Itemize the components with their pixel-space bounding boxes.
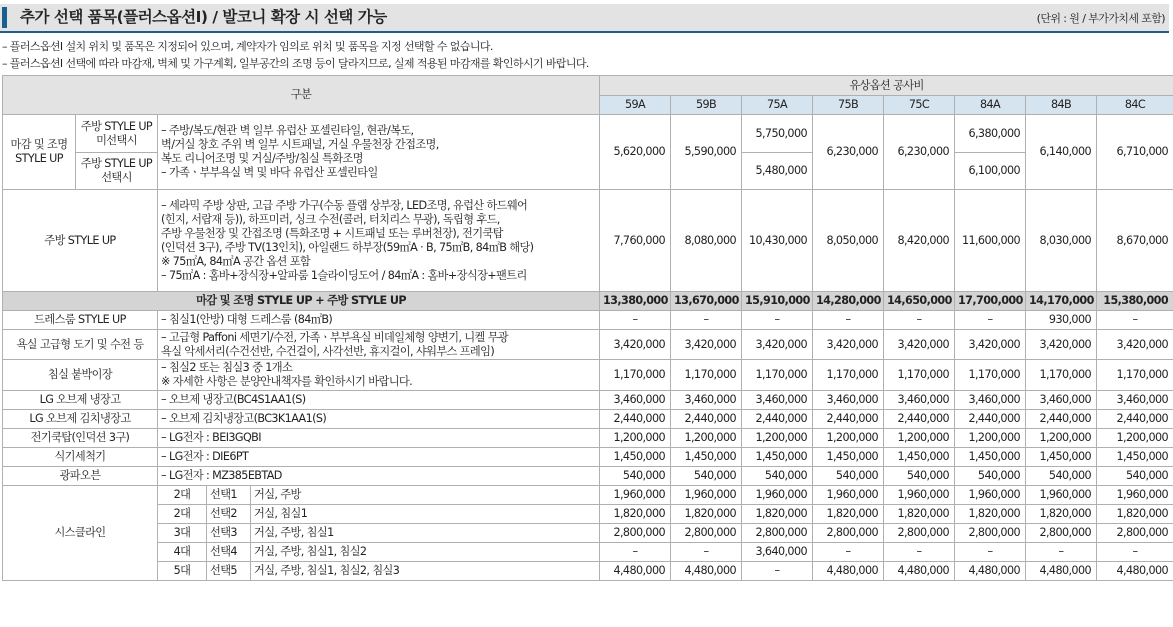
row-label: 마감 및 조명 STYLE UP xyxy=(3,115,76,190)
price-cell: 2,800,000 xyxy=(600,524,671,543)
price-cell: 17,700,000 xyxy=(955,292,1026,311)
price-cell: 2,440,000 xyxy=(1097,410,1173,429)
price-cell: 1,170,000 xyxy=(742,360,813,391)
price-cell: 8,050,000 xyxy=(813,190,884,292)
table-row xyxy=(3,330,1173,360)
price-cell: 1,200,000 xyxy=(955,429,1026,448)
table-row xyxy=(3,448,1173,467)
price-cell: 4,480,000 xyxy=(600,562,671,581)
price-cell: 1,200,000 xyxy=(742,429,813,448)
price-cell: 1,820,000 xyxy=(1097,505,1173,524)
options-price-table xyxy=(2,75,1173,581)
price-cell: 1,170,000 xyxy=(955,360,1026,391)
price-cell: – xyxy=(1026,543,1097,562)
price-cell: 3,460,000 xyxy=(1097,391,1173,410)
row-label: 광파오븐 xyxy=(3,467,158,486)
sysclein-qty: 2대 xyxy=(158,505,207,524)
price-cell: 2,440,000 xyxy=(884,410,955,429)
table-body xyxy=(3,76,1173,581)
price-cell: – xyxy=(671,543,742,562)
price-cell: 1,820,000 xyxy=(671,505,742,524)
header-type: 75C xyxy=(884,96,955,115)
row-label: 시스클라인 xyxy=(3,486,158,581)
price-cell: 3,460,000 xyxy=(1026,391,1097,410)
price-cell: – xyxy=(955,543,1026,562)
price-cell: 1,450,000 xyxy=(813,448,884,467)
price-cell: 1,820,000 xyxy=(600,505,671,524)
price-cell: – xyxy=(813,311,884,330)
price-cell: 1,450,000 xyxy=(884,448,955,467)
header-type: 75B xyxy=(813,96,884,115)
price-cell: – xyxy=(813,543,884,562)
price-cell: 2,440,000 xyxy=(600,410,671,429)
row-label: LG 오브제 김치냉장고 xyxy=(3,410,158,429)
price-cell: 1,170,000 xyxy=(1097,360,1173,391)
table-row xyxy=(3,360,1173,391)
price-cell: 1,450,000 xyxy=(742,448,813,467)
price-cell: 540,000 xyxy=(742,467,813,486)
price-cell: 4,480,000 xyxy=(671,562,742,581)
row-desc: – 오브제 냉장고(BC4S1AA1(S) xyxy=(158,391,600,410)
table-row xyxy=(3,410,1173,429)
table-row xyxy=(3,115,1173,153)
price-cell: 1,960,000 xyxy=(742,486,813,505)
table-row xyxy=(3,562,1173,581)
price-cell: 2,800,000 xyxy=(1026,524,1097,543)
sysclein-rooms: 거실, 주방, 침실1, 침실2 xyxy=(251,543,600,562)
price-cell: 2,800,000 xyxy=(884,524,955,543)
price-cell: 8,080,000 xyxy=(671,190,742,292)
row-desc: – 오브제 김치냉장고(BC3K1AA1(S) xyxy=(158,410,600,429)
price-cell: 1,200,000 xyxy=(1026,429,1097,448)
row-label: 욕실 고급형 도기 및 수전 등 xyxy=(3,330,158,360)
price-cell: 3,460,000 xyxy=(742,391,813,410)
header-category: 구분 xyxy=(3,76,600,115)
price-cell: 1,820,000 xyxy=(813,505,884,524)
table-row xyxy=(3,486,1173,505)
header-type: 75A xyxy=(742,96,813,115)
row-desc: – LG전자 : BEI3GQBI xyxy=(158,429,600,448)
price-cell: 1,170,000 xyxy=(813,360,884,391)
price-cell: – xyxy=(1097,543,1173,562)
title-accent-bar xyxy=(2,7,7,28)
price-cell: 3,420,000 xyxy=(671,330,742,360)
price-cell: 1,200,000 xyxy=(600,429,671,448)
price-cell: 14,650,000 xyxy=(884,292,955,311)
price-cell: 3,460,000 xyxy=(671,391,742,410)
price-cell: 5,750,000 xyxy=(742,115,813,153)
price-cell: 2,800,000 xyxy=(671,524,742,543)
price-cell: 1,960,000 xyxy=(600,486,671,505)
note-2: – 플러스옵션Ⅰ 선택에 따라 마감재, 벽체 및 가구계획, 일부공간의 조명 등이 달라지므로, 실제 적용된 마감재를 확인하시기 바랍니다. xyxy=(2,57,589,70)
price-cell: 540,000 xyxy=(671,467,742,486)
row-label: 드레스룸 STYLE UP xyxy=(3,311,158,330)
price-cell: 2,800,000 xyxy=(1097,524,1173,543)
price-cell: 1,820,000 xyxy=(884,505,955,524)
price-cell: 540,000 xyxy=(955,467,1026,486)
header-option-cost: 유상옵션 공사비 xyxy=(600,76,1173,96)
price-cell: 4,480,000 xyxy=(955,562,1026,581)
price-cell: 3,640,000 xyxy=(742,543,813,562)
price-cell: 10,430,000 xyxy=(742,190,813,292)
price-cell: 3,460,000 xyxy=(813,391,884,410)
price-cell: 1,170,000 xyxy=(600,360,671,391)
header-type: 59B xyxy=(671,96,742,115)
row-label: LG 오브제 냉장고 xyxy=(3,391,158,410)
price-cell: 4,480,000 xyxy=(1026,562,1097,581)
price-cell: 1,820,000 xyxy=(742,505,813,524)
price-cell: 1,170,000 xyxy=(671,360,742,391)
row-desc: – 세라믹 주방 상판, 고급 주방 가구(수동 플랩 상부장, LED조명, 유럽산 하드웨어 (힌지, 서랍재 등)), 하프미러, 싱크 수전(콜러, 터치리스 무광), 독립형 후드, 주방 우물천장 및 간접조명 (특화조명 + 시트패널 또는 루버천장), 전기쿡탑 (인덕션 3구), 주방 TV(13인치), 아일랜드 하부장(59㎡A · B, 75㎡B, 84㎡B 해당) ※ 75㎡A, 84㎡A 공간 옵션 포함 – 75㎡A : 홈바+장식장+알파룸 1슬라이딩도어 / 84㎡A : 홈바+장식장+팬트리 xyxy=(158,190,600,292)
table-row xyxy=(3,391,1173,410)
price-cell: 2,440,000 xyxy=(1026,410,1097,429)
price-cell: 1,450,000 xyxy=(955,448,1026,467)
row-label: 전기쿡탑(인덕션 3구) xyxy=(3,429,158,448)
price-cell: 2,440,000 xyxy=(742,410,813,429)
price-cell: 1,170,000 xyxy=(1026,360,1097,391)
price-cell: 3,420,000 xyxy=(955,330,1026,360)
row-desc: – LG전자 : DIE6PT xyxy=(158,448,600,467)
price-cell: 15,380,000 xyxy=(1097,292,1173,311)
price-cell: 930,000 xyxy=(1026,311,1097,330)
header-type: 84C xyxy=(1097,96,1173,115)
price-cell: 8,670,000 xyxy=(1097,190,1173,292)
sysclein-rooms: 거실, 주방, 침실1, 침실2, 침실3 xyxy=(251,562,600,581)
price-cell: 13,380,000 xyxy=(600,292,671,311)
price-cell: 5,590,000 xyxy=(671,115,742,190)
price-cell: – xyxy=(742,311,813,330)
price-cell: 1,960,000 xyxy=(671,486,742,505)
price-cell: 3,420,000 xyxy=(813,330,884,360)
price-cell: 1,200,000 xyxy=(813,429,884,448)
price-cell: 4,480,000 xyxy=(1097,562,1173,581)
price-cell: – xyxy=(955,311,1026,330)
table-row xyxy=(3,429,1173,448)
subtotal-row xyxy=(3,292,1173,311)
price-cell: 540,000 xyxy=(813,467,884,486)
desc-text: – 가족ㆍ부부욕실 벽 및 바닥 유럽산 포셀린타일 xyxy=(161,166,378,179)
price-cell: 14,170,000 xyxy=(1026,292,1097,311)
price-cell: 1,960,000 xyxy=(813,486,884,505)
price-cell: 2,440,000 xyxy=(671,410,742,429)
price-cell: 13,670,000 xyxy=(671,292,742,311)
price-cell: – xyxy=(884,543,955,562)
price-cell: 1,960,000 xyxy=(955,486,1026,505)
header-type: 59A xyxy=(600,96,671,115)
price-cell: 3,460,000 xyxy=(884,391,955,410)
header-type: 84A xyxy=(955,96,1026,115)
price-cell: 4,480,000 xyxy=(813,562,884,581)
price-cell: 1,450,000 xyxy=(671,448,742,467)
price-cell: 3,460,000 xyxy=(955,391,1026,410)
price-cell: 2,800,000 xyxy=(955,524,1026,543)
row-desc: – 침실2 또는 침실3 중 1개소 ※ 자세한 사항은 분양안내책자를 확인하시기 바랍니다. xyxy=(158,360,600,391)
sysclein-qty: 3대 xyxy=(158,524,207,543)
price-cell: 2,440,000 xyxy=(955,410,1026,429)
price-cell: 8,420,000 xyxy=(884,190,955,292)
price-cell: 4,480,000 xyxy=(884,562,955,581)
sysclein-rooms: 거실, 주방 xyxy=(251,486,600,505)
price-cell: 1,200,000 xyxy=(671,429,742,448)
price-cell: 1,450,000 xyxy=(1026,448,1097,467)
price-cell: 1,450,000 xyxy=(1097,448,1173,467)
price-cell: 3,420,000 xyxy=(600,330,671,360)
note-1: – 플러스옵션Ⅰ 설치 위치 및 품목은 지정되어 있으며, 계약자가 임의로 위치 및 품목을 지정 선택할 수 없습니다. xyxy=(2,40,493,53)
price-cell: 6,710,000 xyxy=(1097,115,1173,190)
row-label: 주방 STYLE UP xyxy=(3,190,158,292)
page-title: 추가 선택 품목(플러스옵션Ⅰ) / 발코니 확장 시 선택 가능 xyxy=(20,8,387,26)
price-cell: 1,450,000 xyxy=(600,448,671,467)
row-label: 식기세척기 xyxy=(3,448,158,467)
price-cell: – xyxy=(600,543,671,562)
sysclein-option: 선택5 xyxy=(207,562,251,581)
price-cell: 1,200,000 xyxy=(884,429,955,448)
price-cell: 3,420,000 xyxy=(742,330,813,360)
price-cell: – xyxy=(671,311,742,330)
sysclein-rooms: 거실, 침실1 xyxy=(251,505,600,524)
price-cell: 1,960,000 xyxy=(1026,486,1097,505)
price-cell: 540,000 xyxy=(884,467,955,486)
sysclein-qty: 5대 xyxy=(158,562,207,581)
price-cell: 3,420,000 xyxy=(884,330,955,360)
price-cell: – xyxy=(1097,311,1173,330)
price-cell: 1,200,000 xyxy=(1097,429,1173,448)
price-cell: 1,170,000 xyxy=(884,360,955,391)
price-cell: 7,760,000 xyxy=(600,190,671,292)
price-cell: 3,420,000 xyxy=(1097,330,1173,360)
price-cell: 2,800,000 xyxy=(742,524,813,543)
sysclein-qty: 4대 xyxy=(158,543,207,562)
price-cell: 1,960,000 xyxy=(1097,486,1173,505)
price-cell: 6,230,000 xyxy=(813,115,884,190)
table-row xyxy=(3,524,1173,543)
price-cell: 1,960,000 xyxy=(884,486,955,505)
row-desc: – LG전자 : MZ385EBTAD xyxy=(158,467,600,486)
price-cell: 5,480,000 xyxy=(742,153,813,190)
row-desc: – 침실1(안방) 대형 드레스룸 (84㎡B) xyxy=(158,311,600,330)
price-cell: 540,000 xyxy=(1026,467,1097,486)
header-type: 84B xyxy=(1026,96,1097,115)
price-cell: 3,420,000 xyxy=(1026,330,1097,360)
sysclein-option: 선택1 xyxy=(207,486,251,505)
title-bar xyxy=(0,4,1169,33)
price-cell: 1,820,000 xyxy=(1026,505,1097,524)
sysclein-option: 선택3 xyxy=(207,524,251,543)
price-cell: 2,440,000 xyxy=(813,410,884,429)
price-cell: 14,280,000 xyxy=(813,292,884,311)
price-cell: 5,620,000 xyxy=(600,115,671,190)
table-row xyxy=(3,505,1173,524)
sysclein-option: 선택4 xyxy=(207,543,251,562)
price-cell: 6,100,000 xyxy=(955,153,1026,190)
sysclein-qty: 2대 xyxy=(158,486,207,505)
price-cell: 540,000 xyxy=(600,467,671,486)
price-cell: 8,030,000 xyxy=(1026,190,1097,292)
price-cell: – xyxy=(742,562,813,581)
price-cell: 6,380,000 xyxy=(955,115,1026,153)
table-row xyxy=(3,543,1173,562)
table-row xyxy=(3,190,1173,292)
table-row xyxy=(3,467,1173,486)
row-sublabel: 주방 STYLE UP 미선택시 xyxy=(76,115,158,153)
unit-note: (단위 : 원 / 부가가치세 포함) xyxy=(1036,12,1165,25)
row-desc: – 고급형 Paffoni 세면기/수전, 가족ㆍ부부욕실 비데일체형 양변기, 니켈 무광 욕실 악세서리(수건선반, 수건걸이, 사각선반, 휴지걸이, 샤워부스 프레임) xyxy=(158,330,600,360)
price-cell: – xyxy=(884,311,955,330)
price-cell: 1,820,000 xyxy=(955,505,1026,524)
row-label: 침실 붙박이장 xyxy=(3,360,158,391)
price-cell: – xyxy=(600,311,671,330)
price-cell: 15,910,000 xyxy=(742,292,813,311)
price-cell: 6,230,000 xyxy=(884,115,955,190)
subtotal-label: 마감 및 조명 STYLE UP + 주방 STYLE UP xyxy=(3,292,600,311)
sysclein-option: 선택2 xyxy=(207,505,251,524)
price-cell: 6,140,000 xyxy=(1026,115,1097,190)
sysclein-rooms: 거실, 주방, 침실1 xyxy=(251,524,600,543)
row-sublabel: 주방 STYLE UP 선택시 xyxy=(76,153,158,190)
price-cell: 3,460,000 xyxy=(600,391,671,410)
price-cell: 2,800,000 xyxy=(813,524,884,543)
price-cell: 540,000 xyxy=(1097,467,1173,486)
price-cell: 11,600,000 xyxy=(955,190,1026,292)
row-desc xyxy=(158,115,600,190)
table-row xyxy=(3,311,1173,330)
desc-text: – 주방/복도/현관 벽 일부 유럽산 포셀린타일, 현관/복도, 벽/거실 창호 주위 벽 일부 시트패널, 거실 우물천장 간접조명, 복도 리니어조명 및 거실/주방/침실 특화조명 xyxy=(161,124,439,165)
